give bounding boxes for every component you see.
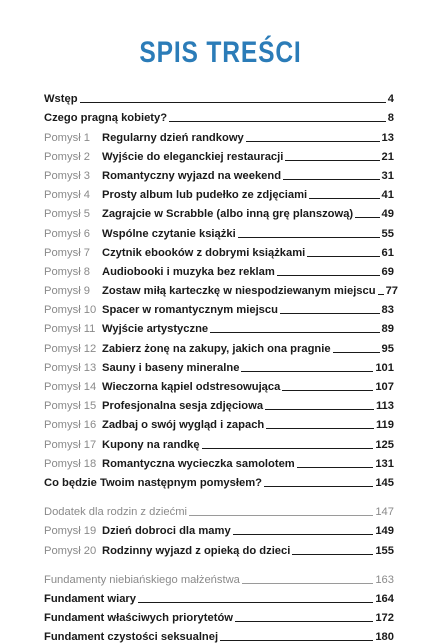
- toc-entry[interactable]: [44, 500, 394, 519]
- toc-entry-page-number: 95: [381, 342, 394, 355]
- toc-entry[interactable]: [44, 106, 394, 125]
- toc-entry-page-number: 61: [381, 246, 394, 259]
- toc-leader-line: [378, 294, 384, 295]
- toc-entry[interactable]: [44, 336, 394, 355]
- toc-entry[interactable]: [44, 298, 394, 317]
- toc-entry[interactable]: [44, 538, 394, 557]
- toc-entry[interactable]: [44, 625, 394, 644]
- toc-entry-label: Pomysł 3: [44, 169, 91, 182]
- toc-entry-label: Pomysł 5: [44, 208, 91, 221]
- toc-entry-page-number: 125: [375, 438, 394, 451]
- toc-leader-line: [80, 102, 386, 103]
- toc-entry-page-number: 55: [381, 227, 394, 240]
- toc-entry-page-number: 180: [375, 631, 394, 644]
- toc-leader-line: [233, 534, 374, 535]
- toc-entry-label: Pomysł 6: [44, 227, 91, 240]
- toc-entry[interactable]: [44, 432, 394, 451]
- toc-entry[interactable]: [44, 452, 394, 471]
- toc-entry[interactable]: [44, 260, 394, 279]
- toc-entry-title: Romantyczna wycieczka samolotem: [102, 457, 295, 470]
- toc-leader-line: [242, 583, 373, 584]
- toc-entry[interactable]: [44, 413, 394, 432]
- toc-leader-line: [202, 448, 374, 449]
- toc-entry[interactable]: [44, 356, 394, 375]
- toc-entry-page-number: 41: [381, 189, 394, 202]
- page-title: SPIS TREŚCI: [139, 36, 302, 69]
- toc-entry-title: Fundament właściwych priorytetów: [44, 612, 233, 625]
- toc-entry-page-number: 172: [375, 612, 394, 625]
- toc-entry[interactable]: [44, 125, 394, 144]
- toc-entry-title: Czego pragną kobiety?: [44, 112, 168, 125]
- toc-entry[interactable]: [44, 568, 394, 587]
- toc-entry[interactable]: [44, 606, 394, 625]
- toc-entry[interactable]: [44, 145, 394, 164]
- toc-entry-label: Pomysł 14: [44, 381, 97, 393]
- toc-entry-page-number: 145: [375, 476, 394, 489]
- toc-leader-line: [265, 409, 374, 410]
- toc-leader-line: [220, 640, 373, 641]
- toc-leader-line: [235, 621, 373, 622]
- toc-entry-title: Wstęp: [44, 93, 78, 106]
- toc-entry-label: Pomysł 16: [44, 419, 97, 432]
- toc-entry-label: Pomysł 12: [44, 342, 97, 355]
- toc-entry-page-number: 83: [381, 304, 394, 317]
- toc-entry-title: Zadbaj o swój wygląd i zapach: [102, 419, 265, 432]
- toc-entry-title: Wyjście do eleganckiej restauracji: [102, 150, 284, 163]
- toc-leader-line: [282, 390, 373, 391]
- toc-entry-page-number: 131: [375, 457, 394, 470]
- toc-entry[interactable]: [44, 375, 394, 394]
- toc-leader-line: [280, 313, 380, 314]
- toc-leader-line: [238, 237, 380, 238]
- toc-entry-page-number: 69: [381, 265, 394, 278]
- toc-entry-page-number: 4: [387, 93, 394, 106]
- toc-entry[interactable]: [44, 471, 394, 490]
- toc-leader-line: [138, 602, 373, 603]
- toc-entry-label: Pomysł 15: [44, 400, 97, 413]
- toc-entry-title: Wspólne czytanie książki: [102, 227, 236, 240]
- toc-entry[interactable]: [44, 587, 394, 606]
- toc-entry-page-number: 101: [375, 361, 394, 374]
- toc-entry-page-number: 113: [375, 400, 394, 413]
- toc-entry-title: Zagrajcie w Scrabble (albo inną grę planszową): [102, 208, 354, 221]
- toc-entry-title: Czytnik ebooków z dobrymi książkami: [102, 246, 306, 259]
- toc-entry[interactable]: [44, 87, 394, 106]
- toc-entry[interactable]: [44, 394, 394, 413]
- toc-entry-label: Pomysł 10: [44, 304, 97, 317]
- toc-entry-label: Pomysł 8: [44, 265, 91, 278]
- toc-entry[interactable]: [44, 317, 394, 336]
- toc-entry-label: Pomysł 7: [44, 246, 91, 259]
- toc-entry-label: Pomysł 18: [44, 457, 97, 470]
- toc-leader-line: [283, 179, 379, 180]
- toc-entry-page-number: 21: [381, 150, 394, 163]
- toc-entry-page-number: 31: [381, 169, 394, 182]
- toc-entry-page-number: 149: [375, 525, 394, 538]
- toc-entry-title: Fundamenty niebiańskiego małżeństwa: [44, 573, 240, 586]
- toc-entry[interactable]: [44, 241, 394, 260]
- toc-leader-line: [241, 371, 373, 372]
- toc-leader-line: [333, 352, 380, 353]
- toc-entry[interactable]: [44, 202, 394, 221]
- toc-entry-label: Pomysł 20: [44, 544, 97, 557]
- toc-entry-label: Pomysł 13: [44, 361, 97, 374]
- toc-entry-page-number: 147: [375, 506, 394, 519]
- toc-entry-page-number: 49: [381, 208, 394, 221]
- toc-leader-line: [277, 275, 380, 276]
- toc-entry[interactable]: [44, 519, 394, 538]
- toc-entry-page-number: 8: [387, 112, 394, 125]
- toc-entry-title: Co będzie Twoim następnym pomysłem?: [44, 476, 262, 489]
- toc-entry-title: Sauny i baseny mineralne: [102, 361, 240, 374]
- table-of-contents: [44, 87, 399, 644]
- toc-entry-title: Regularny dzień randkowy: [102, 131, 244, 144]
- toc-entry-page-number: 155: [375, 544, 394, 557]
- toc-entry-title: Fundament czystości seksualnej: [44, 631, 219, 644]
- toc-entry-title: Dzień dobroci dla mamy: [102, 525, 231, 538]
- toc-entry-label: Pomysł 9: [44, 285, 91, 298]
- toc-entry-title: Spacer w romantycznym miejscu: [102, 304, 278, 317]
- toc-leader-line: [292, 554, 373, 555]
- toc-entry-title: Rodzinny wyjazd z opieką do dzieci: [102, 544, 291, 557]
- toc-entry-label: Pomysł 17: [44, 438, 97, 451]
- toc-entry-label: Pomysł 2: [44, 150, 91, 163]
- toc-leader-line: [309, 198, 379, 199]
- toc-entry-page-number: 119: [375, 419, 394, 432]
- toc-leader-line: [264, 486, 373, 487]
- toc-entry-title: Prosty album lub pudełko ze zdjęciami: [102, 189, 308, 202]
- toc-entry-label: Pomysł 4: [44, 189, 91, 202]
- toc-entry-page-number: 77: [385, 285, 399, 298]
- toc-entry-title: Fundament wiary: [44, 592, 137, 605]
- toc-entry-title: Kupony na randkę: [102, 438, 200, 451]
- toc-entry-label: Pomysł 1: [44, 131, 91, 144]
- toc-entry-title: Wieczorna kąpiel odstresowująca: [102, 381, 281, 393]
- toc-entry[interactable]: [44, 164, 394, 183]
- toc-leader-line: [210, 332, 379, 333]
- toc-entry-title: Zabierz żonę na zakupy, jakich ona pragnie: [102, 342, 331, 355]
- toc-entry-title: Dodatek dla rodzin z dziećmi: [44, 506, 188, 519]
- toc-leader-line: [169, 121, 386, 122]
- toc-entry-page-number: 163: [375, 573, 394, 586]
- toc-leader-line: [246, 141, 380, 142]
- toc-entry-title: Wyjście artystyczne: [102, 323, 209, 336]
- toc-entry-label: Pomysł 19: [44, 525, 97, 538]
- toc-leader-line: [266, 428, 374, 429]
- toc-entry-page-number: 13: [381, 131, 394, 144]
- toc-leader-line: [307, 256, 379, 257]
- toc-entry[interactable]: [44, 279, 399, 298]
- toc-entry[interactable]: [44, 183, 394, 202]
- toc-entry-title: Audiobooki i muzyka bez reklam: [102, 265, 275, 278]
- toc-entry-page-number: 89: [381, 323, 394, 336]
- toc-leader-line: [355, 217, 379, 218]
- toc-leader-line: [285, 160, 379, 161]
- toc-entry-page-number: 107: [375, 381, 394, 393]
- toc-leader-line: [189, 515, 373, 516]
- toc-entry-title: Profesjonalna sesja zdjęciowa: [102, 400, 264, 413]
- toc-entry-title: Romantyczny wyjazd na weekend: [102, 169, 282, 182]
- toc-leader-line: [297, 467, 374, 468]
- toc-entry[interactable]: [44, 221, 394, 240]
- toc-entry-label: Pomysł 11: [44, 323, 96, 336]
- toc-entry-page-number: 164: [375, 592, 394, 605]
- toc-entry-title: Zostaw miłą karteczkę w niespodziewanym miejscu: [102, 285, 376, 298]
